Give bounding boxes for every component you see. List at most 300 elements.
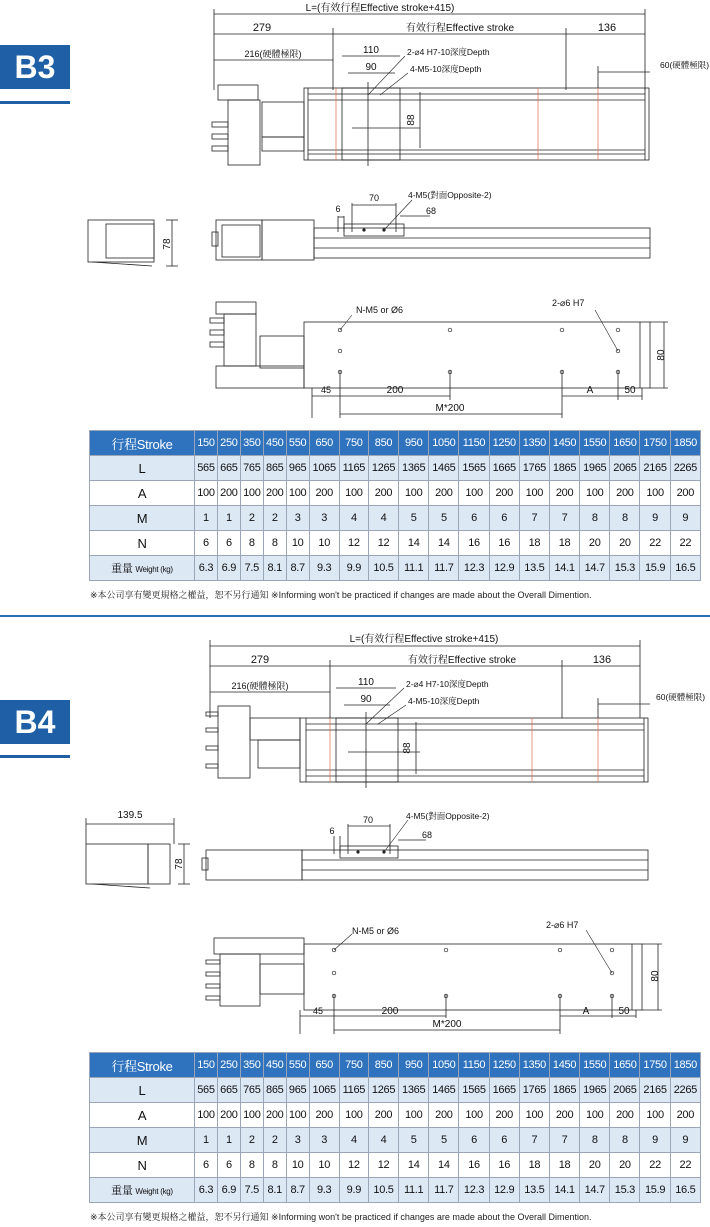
table-cell: 1765 (519, 1078, 549, 1103)
dim-45: 45 (320, 385, 332, 395)
table-cell: 14.7 (580, 556, 610, 581)
table-cell: 16 (489, 1153, 519, 1178)
table-cell: 100 (339, 481, 368, 506)
table-cell: 6 (459, 506, 489, 531)
table-cell: 10 (286, 531, 309, 556)
table-cell: 950 (399, 1053, 429, 1078)
table-cell: 3 (286, 1128, 309, 1153)
table-cell: 750 (339, 1053, 368, 1078)
table-cell: 10.5 (368, 556, 398, 581)
table-cell: 11.1 (399, 556, 429, 581)
table-cell: 6 (489, 1128, 519, 1153)
table-cell: 11.7 (429, 1178, 459, 1203)
table-cell: 10 (286, 1153, 309, 1178)
dim-110: 110 (358, 677, 374, 688)
note-nm5: N-M5 or Ø6 (356, 305, 404, 315)
dim-279: 279 (250, 654, 270, 666)
table-cell: 18 (549, 531, 579, 556)
table-cell: 200 (217, 481, 240, 506)
table-cell: 1465 (429, 456, 459, 481)
table-cell: 100 (519, 481, 549, 506)
table-cell: 765 (240, 1078, 263, 1103)
row-label: M (90, 1128, 195, 1153)
table-cell: 2065 (610, 456, 640, 481)
table-cell: 1 (195, 506, 218, 531)
table-cell: 865 (263, 456, 286, 481)
table-cell: 18 (519, 1153, 549, 1178)
table-cell: 9 (640, 1128, 670, 1153)
table-cell: 1365 (399, 456, 429, 481)
dim-88: 88 (402, 742, 413, 754)
dim-139-5: 139.5 (117, 810, 143, 821)
table-cell: 18 (549, 1153, 579, 1178)
table-cell: 2165 (640, 1078, 670, 1103)
table-cell: 1050 (429, 431, 459, 456)
table-cell: 15.9 (640, 556, 670, 581)
b3-spec-table (89, 430, 701, 581)
table-cell: 1450 (549, 431, 579, 456)
table-cell: 8 (263, 1153, 286, 1178)
table-cell: 12.3 (459, 556, 489, 581)
b4-spec-table (89, 1052, 701, 1203)
dim-6: 6 (329, 826, 335, 836)
table-cell: 1465 (429, 1078, 459, 1103)
dim-50: 50 (624, 385, 636, 396)
table-cell: 20 (580, 531, 610, 556)
table-cell: 200 (263, 1103, 286, 1128)
table-cell: 14.7 (580, 1178, 610, 1203)
table-cell: 1565 (459, 456, 489, 481)
table-cell: 14.1 (549, 556, 579, 581)
table-cell: 650 (309, 1053, 339, 1078)
note-pin: 2-⌀6 H7 (552, 298, 585, 308)
row-label (90, 556, 195, 581)
table-row-stroke (90, 1053, 701, 1078)
table-cell: 16 (459, 531, 489, 556)
table-row-l (90, 1078, 701, 1103)
badge-b3: B3 (0, 45, 70, 89)
table-cell: 8.1 (263, 556, 286, 581)
dim-60: 60(硬體極限) (660, 60, 710, 70)
table-cell: 1165 (339, 456, 368, 481)
table-cell: 100 (195, 1103, 218, 1128)
table-cell: 200 (309, 1103, 339, 1128)
weight-label: 重量 (111, 1185, 133, 1197)
table-cell: 100 (580, 481, 610, 506)
table-cell: 950 (399, 431, 429, 456)
row-label: 行程Stroke (90, 1053, 195, 1078)
table-cell: 22 (670, 1153, 700, 1178)
table-cell: 12.9 (489, 556, 519, 581)
table-cell: 1665 (489, 456, 519, 481)
note-pin: 2-⌀6 H7 (546, 920, 579, 930)
table-cell: 1250 (489, 431, 519, 456)
dim-total: L=(有效行程Effective stroke+415) (349, 634, 499, 645)
note-opposite: 4-M5(對面Opposite-2) (408, 190, 492, 200)
table-cell: 200 (368, 481, 398, 506)
table-cell: 100 (640, 481, 670, 506)
table-cell: 200 (429, 1103, 459, 1128)
dim-279: 279 (252, 22, 272, 34)
dim-88: 88 (406, 114, 417, 126)
table-cell: 8 (263, 531, 286, 556)
dim-a: A (582, 1006, 590, 1017)
table-cell: 1850 (670, 431, 700, 456)
table-cell: 850 (368, 431, 398, 456)
table-row-w (90, 556, 701, 581)
table-cell: 2 (240, 1128, 263, 1153)
table-cell: 200 (670, 481, 700, 506)
table-cell: 350 (240, 431, 263, 456)
table-cell: 7.5 (240, 556, 263, 581)
table-cell: 1265 (368, 1078, 398, 1103)
dim-a: A (586, 385, 594, 396)
table-cell: 12.3 (459, 1178, 489, 1203)
table-cell: 2265 (670, 456, 700, 481)
table-cell: 1850 (670, 1053, 700, 1078)
table-cell: 150 (195, 431, 218, 456)
table-cell: 550 (286, 431, 309, 456)
dim-stroke: 有效行程Effective stroke (405, 23, 515, 34)
table-cell: 2 (240, 506, 263, 531)
table-cell: 12.9 (489, 1178, 519, 1203)
table-cell: 1365 (399, 1078, 429, 1103)
table-cell: 12 (368, 531, 398, 556)
table-cell: 16.5 (670, 1178, 700, 1203)
table-cell: 1865 (549, 1078, 579, 1103)
table-cell: 6 (195, 531, 218, 556)
table-cell: 15.3 (610, 1178, 640, 1203)
table-cell: 20 (580, 1153, 610, 1178)
table-cell: 18 (519, 531, 549, 556)
row-label: A (90, 481, 195, 506)
table-cell: 150 (195, 1053, 218, 1078)
table-cell: 1550 (580, 1053, 610, 1078)
table-cell: 7 (519, 1128, 549, 1153)
table-cell: 1350 (519, 1053, 549, 1078)
note-opposite: 4-M5(對面Opposite-2) (406, 811, 490, 821)
table-cell: 9 (670, 506, 700, 531)
table-cell: 14 (429, 1153, 459, 1178)
table-cell: 7 (549, 1128, 579, 1153)
table-row-a (90, 1103, 701, 1128)
table-cell: 12 (339, 1153, 368, 1178)
table-cell: 4 (339, 1128, 368, 1153)
table-cell: 10 (309, 531, 339, 556)
table-cell: 350 (240, 1053, 263, 1078)
table-cell: 9.3 (309, 1178, 339, 1203)
table-cell: 8 (610, 1128, 640, 1153)
dim-68: 68 (422, 830, 433, 840)
table-cell: 100 (459, 481, 489, 506)
table-cell: 250 (217, 431, 240, 456)
table-cell: 665 (217, 456, 240, 481)
table-cell: 865 (263, 1078, 286, 1103)
table-cell: 3 (309, 1128, 339, 1153)
table-cell: 12 (368, 1153, 398, 1178)
table-cell: 9 (670, 1128, 700, 1153)
table-cell: 8 (610, 506, 640, 531)
dim-200: 200 (381, 1006, 399, 1017)
table-cell: 2 (263, 1128, 286, 1153)
table-cell: 1350 (519, 431, 549, 456)
table-cell: 1450 (549, 1053, 579, 1078)
table-row-stroke (90, 431, 701, 456)
dim-90: 90 (360, 694, 372, 705)
table-cell: 1 (217, 1128, 240, 1153)
table-cell: 3 (286, 506, 309, 531)
table-cell: 200 (489, 1103, 519, 1128)
table-cell: 100 (459, 1103, 489, 1128)
b4-drawing (0, 618, 710, 1038)
table-cell: 5 (399, 506, 429, 531)
table-cell: 22 (640, 1153, 670, 1178)
table-cell: 200 (429, 481, 459, 506)
dim-70: 70 (362, 815, 374, 825)
section-b3 (0, 0, 710, 610)
dim-80: 80 (656, 349, 667, 361)
table-cell: 8 (240, 531, 263, 556)
weight-unit: Weight (kg) (135, 1187, 173, 1196)
table-cell: 1965 (580, 456, 610, 481)
table-cell: 6 (489, 506, 519, 531)
note-nm5: N-M5 or Ø6 (352, 926, 400, 936)
table-cell: 1565 (459, 1078, 489, 1103)
table-cell: 4 (368, 1128, 398, 1153)
note-tap: 4-M5-10深度Depth (408, 696, 480, 706)
table-cell: 14 (399, 1153, 429, 1178)
table-cell: 11.1 (399, 1178, 429, 1203)
table-cell: 9.9 (339, 1178, 368, 1203)
b3-drawing (0, 0, 710, 425)
dim-45: 45 (312, 1006, 324, 1016)
row-label: L (90, 1078, 195, 1103)
table-cell: 15.9 (640, 1178, 670, 1203)
table-cell: 5 (429, 1128, 459, 1153)
table-cell: 550 (286, 1053, 309, 1078)
table-cell: 100 (339, 1103, 368, 1128)
table-cell: 665 (217, 1078, 240, 1103)
table-cell: 1550 (580, 431, 610, 456)
row-label: M (90, 506, 195, 531)
table-cell: 8 (580, 506, 610, 531)
table-cell: 1650 (610, 431, 640, 456)
table-row-m (90, 506, 701, 531)
table-cell: 20 (610, 1153, 640, 1178)
table-cell: 9.9 (339, 556, 368, 581)
table-cell: 965 (286, 1078, 309, 1103)
table-cell: 100 (580, 1103, 610, 1128)
table-cell: 2065 (610, 1078, 640, 1103)
badge-b4: B4 (0, 700, 70, 744)
table-cell: 15.3 (610, 556, 640, 581)
table-cell: 1050 (429, 1053, 459, 1078)
table-cell: 200 (217, 1103, 240, 1128)
row-label: 行程Stroke (90, 431, 195, 456)
table-cell: 5 (399, 1128, 429, 1153)
table-cell: 7.5 (240, 1178, 263, 1203)
dim-136: 136 (592, 654, 612, 666)
table-cell: 100 (399, 481, 429, 506)
table-row-w (90, 1178, 701, 1203)
table-cell: 1150 (459, 1053, 489, 1078)
table-cell: 250 (217, 1053, 240, 1078)
table-cell: 16 (489, 531, 519, 556)
table-cell: 9 (640, 506, 670, 531)
table-cell: 14 (399, 531, 429, 556)
table-cell: 3 (309, 506, 339, 531)
table-cell: 16 (459, 1153, 489, 1178)
dim-stroke: 有效行程Effective stroke (407, 655, 517, 666)
table-cell: 14 (429, 531, 459, 556)
row-label: N (90, 1153, 195, 1178)
table-cell: 12 (339, 531, 368, 556)
table-cell: 2265 (670, 1078, 700, 1103)
table-cell: 6.3 (195, 1178, 218, 1203)
table-cell: 100 (399, 1103, 429, 1128)
table-cell: 1765 (519, 456, 549, 481)
dim-m200: M*200 (435, 403, 465, 414)
table-cell: 1 (217, 506, 240, 531)
b4-footnote: ※本公司享有變更規格之權益，恕不另行通知 ※Informing won't be practiced if changes are made about the Overall Dimention. (90, 1212, 592, 1222)
table-cell: 7 (519, 506, 549, 531)
table-cell: 6 (459, 1128, 489, 1153)
table-cell: 450 (263, 1053, 286, 1078)
table-cell: 8.7 (286, 556, 309, 581)
table-cell: 100 (286, 481, 309, 506)
table-row-n (90, 531, 701, 556)
table-cell: 100 (195, 481, 218, 506)
table-cell: 650 (309, 431, 339, 456)
table-cell: 6 (217, 531, 240, 556)
table-cell: 200 (368, 1103, 398, 1128)
table-cell: 11.7 (429, 556, 459, 581)
table-cell: 1665 (489, 1078, 519, 1103)
table-cell: 1 (195, 1128, 218, 1153)
table-cell: 1865 (549, 456, 579, 481)
table-cell: 1165 (339, 1078, 368, 1103)
table-cell: 200 (263, 481, 286, 506)
table-cell: 6.3 (195, 556, 218, 581)
table-cell: 100 (240, 1103, 263, 1128)
table-row-n (90, 1153, 701, 1178)
table-cell: 13.5 (519, 556, 549, 581)
table-row-m (90, 1128, 701, 1153)
table-cell: 22 (640, 531, 670, 556)
dim-m200: M*200 (432, 1019, 462, 1030)
table-cell: 1065 (309, 1078, 339, 1103)
dim-50: 50 (618, 1006, 630, 1017)
table-cell: 10.5 (368, 1178, 398, 1203)
dim-total: L=(有效行程Effective stroke+415) (305, 3, 455, 14)
table-cell: 1150 (459, 431, 489, 456)
table-cell: 200 (489, 481, 519, 506)
weight-unit: Weight (kg) (135, 565, 173, 574)
table-row-a (90, 481, 701, 506)
dim-78: 78 (174, 858, 185, 870)
table-cell: 8 (240, 1153, 263, 1178)
table-cell: 200 (670, 1103, 700, 1128)
dim-78: 78 (162, 238, 173, 250)
table-cell: 6.9 (217, 556, 240, 581)
table-cell: 1965 (580, 1078, 610, 1103)
table-cell: 9.3 (309, 556, 339, 581)
section-divider (0, 615, 710, 617)
row-label (90, 1178, 195, 1203)
table-cell: 6 (195, 1153, 218, 1178)
table-row-l (90, 456, 701, 481)
dim-70: 70 (368, 193, 380, 203)
table-cell: 200 (549, 481, 579, 506)
dim-216: 216(硬體極限) (231, 681, 289, 691)
table-cell: 850 (368, 1053, 398, 1078)
table-cell: 1250 (489, 1053, 519, 1078)
table-cell: 1750 (640, 1053, 670, 1078)
table-cell: 100 (240, 481, 263, 506)
b3-footnote: ※本公司享有變更規格之權益，恕不另行通知 ※Informing won't be practiced if changes are made about the Overall Dimention. (90, 590, 592, 600)
table-cell: 200 (309, 481, 339, 506)
table-cell: 4 (368, 506, 398, 531)
table-cell: 1750 (640, 431, 670, 456)
dim-216: 216(硬體極限) (244, 49, 302, 59)
table-cell: 1065 (309, 456, 339, 481)
section-b4 (0, 618, 710, 1227)
dim-110: 110 (363, 45, 379, 56)
table-cell: 7 (549, 506, 579, 531)
table-cell: 14.1 (549, 1178, 579, 1203)
weight-label: 重量 (111, 563, 133, 575)
dim-60: 60(硬體極限) (656, 692, 706, 702)
table-cell: 6 (217, 1153, 240, 1178)
table-cell: 8.1 (263, 1178, 286, 1203)
table-cell: 750 (339, 431, 368, 456)
table-cell: 20 (610, 531, 640, 556)
table-cell: 1650 (610, 1053, 640, 1078)
table-cell: 100 (640, 1103, 670, 1128)
row-label: L (90, 456, 195, 481)
table-cell: 6.9 (217, 1178, 240, 1203)
table-cell: 200 (610, 481, 640, 506)
dim-90: 90 (365, 62, 377, 73)
dim-200: 200 (386, 385, 404, 396)
table-cell: 16.5 (670, 556, 700, 581)
table-cell: 565 (195, 456, 218, 481)
table-cell: 200 (549, 1103, 579, 1128)
table-cell: 8 (580, 1128, 610, 1153)
dim-136: 136 (597, 22, 617, 34)
table-cell: 100 (519, 1103, 549, 1128)
note-tap: 4-M5-10深度Depth (410, 64, 482, 74)
table-cell: 965 (286, 456, 309, 481)
dim-6: 6 (335, 204, 341, 214)
table-cell: 1265 (368, 456, 398, 481)
table-cell: 565 (195, 1078, 218, 1103)
table-cell: 8.7 (286, 1178, 309, 1203)
table-cell: 2165 (640, 456, 670, 481)
row-label: A (90, 1103, 195, 1128)
note-dowel: 2-⌀4 H7-10深度Depth (406, 679, 489, 689)
table-cell: 100 (286, 1103, 309, 1128)
table-cell: 13.5 (519, 1178, 549, 1203)
table-cell: 5 (429, 506, 459, 531)
table-cell: 22 (670, 531, 700, 556)
table-cell: 765 (240, 456, 263, 481)
dim-68: 68 (426, 206, 437, 216)
table-cell: 450 (263, 431, 286, 456)
dim-80: 80 (650, 970, 661, 982)
table-cell: 2 (263, 506, 286, 531)
row-label: N (90, 531, 195, 556)
